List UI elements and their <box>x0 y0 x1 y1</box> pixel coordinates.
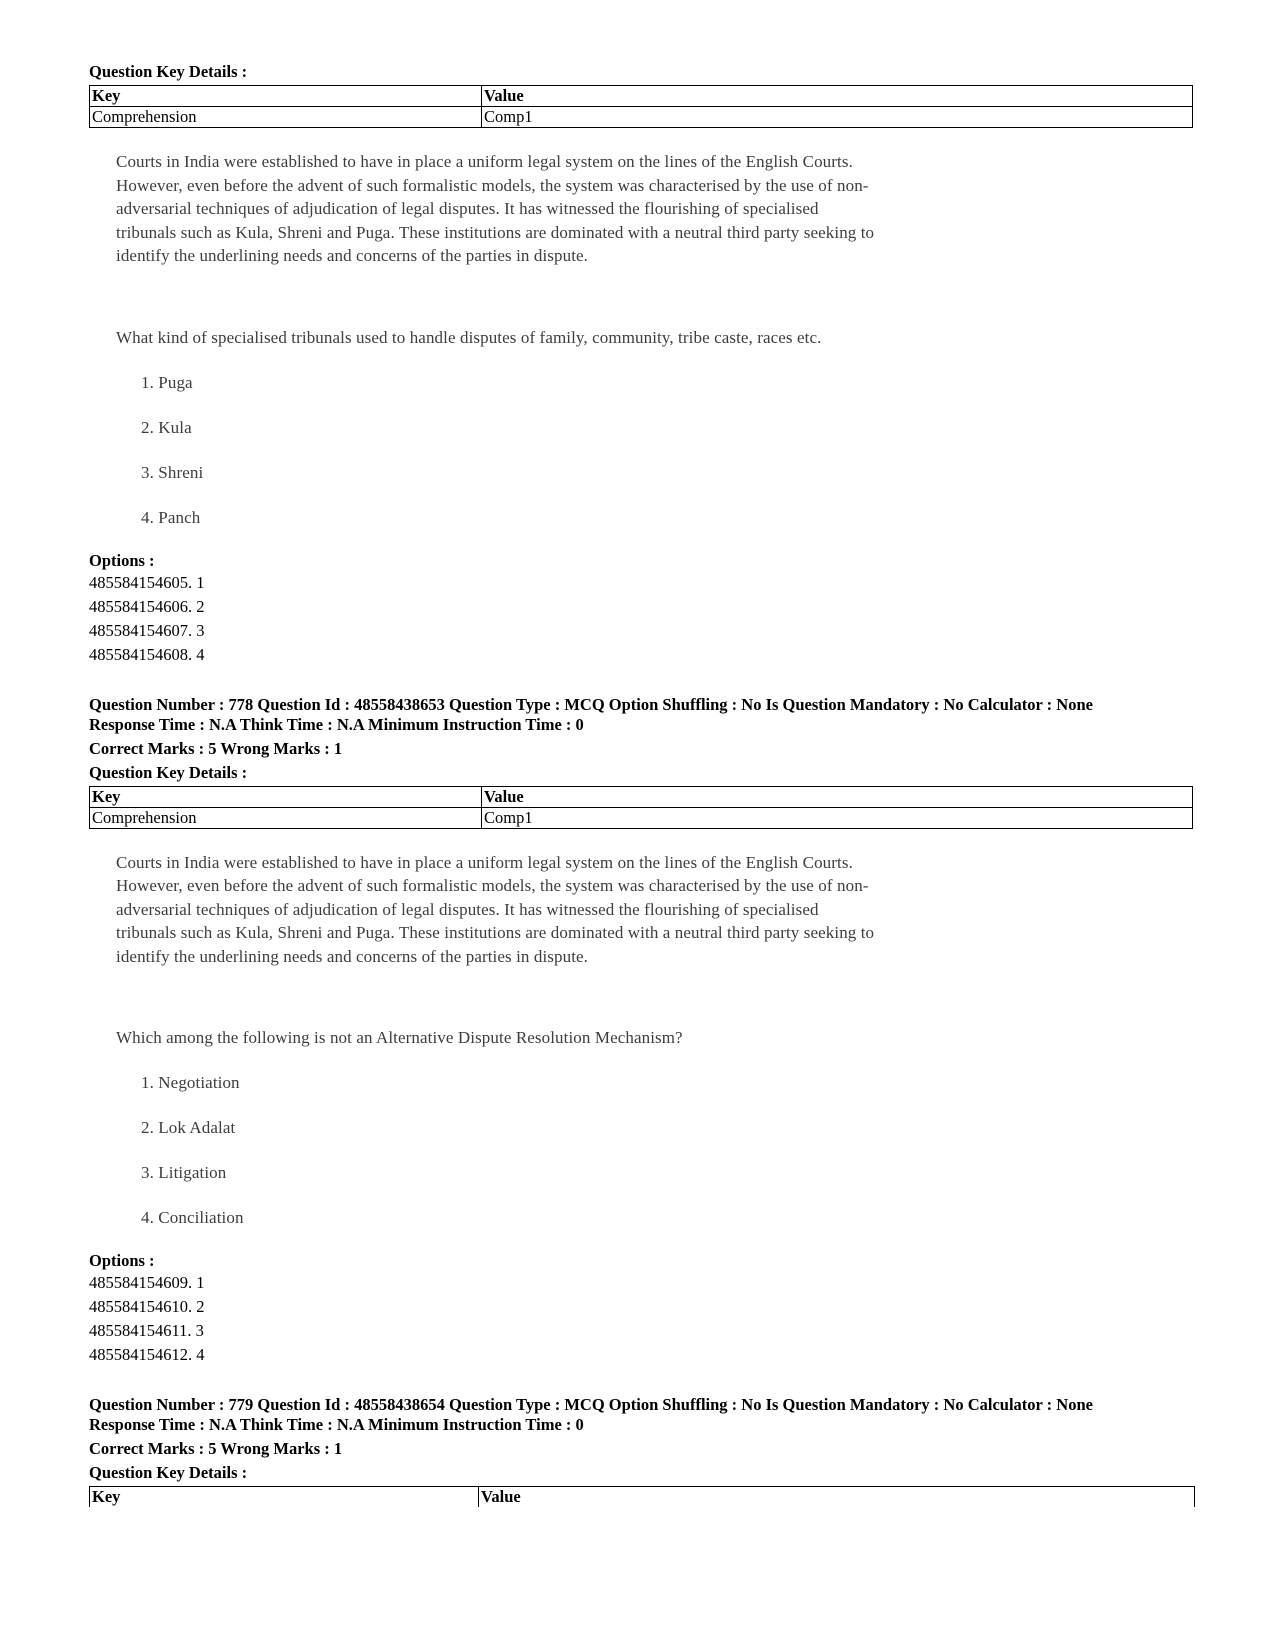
question-meta-line: Question Number : 778 Question Id : 48558438653 Question Type : MCQ Option Shuffling : No Is Question Mandatory : No Calculator : None <box>89 694 1093 714</box>
passage-line: Courts in India were established to have in place a uniform legal system on the lines of the English Courts. <box>116 152 853 171</box>
key-details-label: Question Key Details : <box>89 62 248 81</box>
passage-text <box>116 851 996 969</box>
header-key: Key <box>90 786 482 807</box>
options-list <box>89 571 1193 667</box>
key-details-table <box>89 786 1193 829</box>
option-id: 485584154608. 4 <box>89 644 205 664</box>
header-key: Key <box>90 86 482 107</box>
marks-line: Correct Marks : 5 Wrong Marks : 1 <box>89 1439 343 1458</box>
header-value: Value <box>482 86 1193 107</box>
option-id: 485584154607. 3 <box>89 620 205 640</box>
choice-item: 4. Panch <box>141 507 201 527</box>
passage-line: identify the underlining needs and concerns of the parties in dispute. <box>116 246 589 265</box>
key-details-label: Question Key Details : <box>89 762 248 782</box>
option-id: 485584154605. 1 <box>89 572 205 592</box>
option-id: 485584154610. 2 <box>89 1297 205 1316</box>
question-header <box>89 695 1193 735</box>
question-meta-line: Question Number : 779 Question Id : 48558438654 Question Type : MCQ Option Shuffling : No Is Question Mandatory : No Calculator : None <box>89 1395 1093 1414</box>
cell-key: Comprehension <box>90 107 482 128</box>
question-meta-line: Response Time : N.A Think Time : N.A Minimum Instruction Time : 0 <box>89 1415 584 1434</box>
scanned-passage-image <box>116 150 1193 529</box>
question-text: What kind of specialised tribunals used to handle disputes of family, community, tribe caste, races etc. <box>116 327 822 347</box>
header-value: Value <box>481 1487 521 1506</box>
options-label: Options : <box>89 1251 155 1270</box>
passage-line: adversarial techniques of adjudication of legal disputes. It has witnessed the flourishing of specialised <box>116 199 819 218</box>
options-label: Options : <box>89 550 155 570</box>
cell-value: Comp1 <box>482 107 1193 128</box>
passage-line: However, even before the advent of such formalistic models, the system was characterised by the use of non- <box>116 876 869 895</box>
question-header <box>89 1395 1193 1435</box>
table-header-row <box>90 86 1193 107</box>
key-details-label: Question Key Details : <box>89 1463 248 1482</box>
table-row <box>90 807 1193 828</box>
choice-item: 4. Conciliation <box>141 1208 244 1227</box>
choice-item: 1. Puga <box>141 372 193 392</box>
table-row <box>90 107 1193 128</box>
passage-line: adversarial techniques of adjudication of legal disputes. It has witnessed the flourishing of specialised <box>116 899 819 919</box>
question-block-778 <box>89 695 1193 1368</box>
passage-line: tribunals such as Kula, Shreni and Puga. These institutions are dominated with a neutral third party seeking to <box>116 222 875 242</box>
header-key: Key <box>92 1487 121 1506</box>
table-divider <box>478 1487 479 1507</box>
table-header-row <box>90 786 1193 807</box>
document-page <box>89 62 1193 1507</box>
choice-item: 3. Shreni <box>141 462 204 482</box>
passage-text <box>116 150 996 268</box>
option-id: 485584154609. 1 <box>89 1273 205 1292</box>
choice-item: 2. Kula <box>141 417 192 437</box>
passage-line: However, even before the advent of such formalistic models, the system was characterised by the use of non- <box>116 175 869 195</box>
passage-line: Courts in India were established to have in place a uniform legal system on the lines of the English Courts. <box>116 852 853 872</box>
key-details-table <box>89 85 1193 128</box>
scanned-passage-image <box>116 851 1193 1230</box>
choice-item: 3. Litigation <box>141 1163 227 1182</box>
cell-value: Comp1 <box>482 807 1193 828</box>
question-meta-line: Response Time : N.A Think Time : N.A Minimum Instruction Time : 0 <box>89 714 584 734</box>
options-list <box>89 1271 1193 1367</box>
marks-line: Correct Marks : 5 Wrong Marks : 1 <box>89 738 343 758</box>
header-value: Value <box>482 786 1193 807</box>
question-block-777 <box>89 62 1193 667</box>
option-id: 485584154611. 3 <box>89 1321 204 1340</box>
passage-line: tribunals such as Kula, Shreni and Puga. These institutions are dominated with a neutral third party seeking to <box>116 923 875 942</box>
cell-key: Comprehension <box>90 807 482 828</box>
choice-item: 2. Lok Adalat <box>141 1118 236 1137</box>
passage-line: identify the underlining needs and concerns of the parties in dispute. <box>116 946 589 966</box>
question-text: Which among the following is not an Alternative Dispute Resolution Mechanism? <box>116 1028 683 1047</box>
option-id: 485584154606. 2 <box>89 596 205 616</box>
question-block-779 <box>89 1395 1193 1507</box>
option-id: 485584154612. 4 <box>89 1345 205 1364</box>
choice-item: 1. Negotiation <box>141 1073 240 1092</box>
key-details-table <box>89 1486 1195 1507</box>
